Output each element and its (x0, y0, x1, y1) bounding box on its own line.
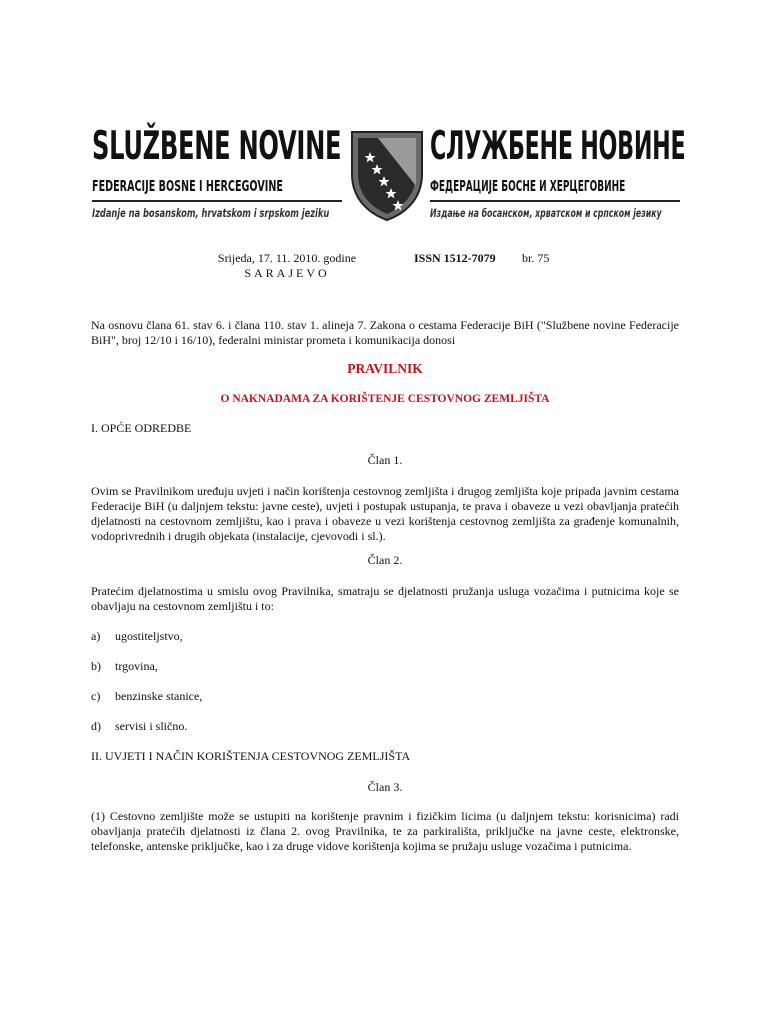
section-heading-2: II. UVJETI I NAČIN KORIŠTENJA CESTOVNOG ZEMLJIŠTA (91, 749, 411, 763)
list-marker: c) (91, 689, 101, 703)
masthead-edition-latin: Izdanje na bosanskom, hrvatskom i srpskom jeziku (92, 206, 330, 220)
list-marker: d) (91, 719, 101, 733)
federation-crest-icon (348, 128, 426, 222)
masthead-cyrillic (430, 122, 686, 220)
masthead-subtitle-cyrillic: ФЕДЕРАЦИЈЕ БОСНЕ И ХЕРЦЕГОВИНЕ (430, 177, 626, 195)
document-subtitle: O NAKNADAMA ZA KORIŠTENJE CESTOVNOG ZEMLJIŠTA (220, 393, 550, 405)
masthead-edition-cyrillic: Издање на босанском, хрватском и српском језику (430, 206, 662, 220)
list-marker: b) (91, 659, 101, 673)
masthead-title-cyrillic: СЛУЖБЕНЕ НОВИНЕ (430, 124, 686, 169)
issue-city: SARAJEVO (244, 266, 330, 280)
article-2-text: Pratećim djelatnostima u smislu ovog Pravilnika, smatraju se djelatnosti pružanja usluga vozačima i putnicima koje se obavljaju na cestovnom zemljištu i to: (91, 584, 679, 613)
list-item (91, 719, 187, 734)
article-3-heading: Član 3. (367, 780, 403, 794)
intro-paragraph: Na osnovu člana 61. stav 6. i člana 110. stav 1. alineja 7. Zakona o cestama Federacije BiH ("Službene novine Federacije BiH", broj 12/10 i 16/10), federalni ministar prometa i komunikacija donosi (91, 318, 679, 347)
masthead-title-latin: SLUŽBENE NOVINE (92, 124, 342, 169)
list-item (91, 689, 202, 704)
masthead-latin (92, 122, 342, 220)
article-3-text: (1) Cestovno zemljište može se ustupiti na korištenje pravnim i fizičkim licima (u daljnjem tekstu: korisnicima) radi obavljanja pratećih djelatnosti iz člana 2. ovog Pravilnika, te za parkirališta, priključke na javne ceste, elektronske, telefonske, antenske priključke, kao i za druge vidove korištenja kojima se pružaju usluge vozačima i putnicima. (91, 809, 679, 853)
issue-date: Srijeda, 17. 11. 2010. godine (217, 251, 357, 265)
list-text: ugostiteljstvo, (115, 629, 183, 643)
masthead-subtitle-latin: FEDERACIJE BOSNE I HERCEGOVINE (92, 177, 283, 195)
issn-number: ISSN 1512-7079 (414, 251, 496, 265)
article-2-heading: Član 2. (367, 553, 403, 567)
issue-number: br. 75 (522, 251, 550, 265)
list-marker: a) (91, 629, 101, 643)
article-1-text: Ovim se Pravilnikom uređuju uvjeti i način korištenja cestovnog zemljišta i drugog zemljišta koje pripada javnim cestama Federacije BiH (u daljnjem tekstu: javne ceste), uvjeti i postupak ustupanja, te prava i obaveze u vezi obavljanja pratećih djelatnosti na cestovnom zemljištu, kao i prava i obaveze u vezi korištenja cestovnog zemljišta za građenje komunalnih, vodoprivrednih i drugih objekata (instalacije, cjevovodi i sl.). (91, 484, 679, 543)
article-1-heading: Član 1. (367, 453, 403, 467)
section-heading-1: I. OPĆE ODREDBE (91, 421, 192, 435)
masthead-rule-latin (92, 200, 342, 202)
list-item (91, 629, 183, 644)
masthead-rule-cyrillic (430, 200, 680, 202)
masthead (92, 122, 686, 222)
list-item (91, 659, 158, 674)
list-text: servisi i slično. (115, 719, 188, 733)
list-text: trgovina, (115, 659, 158, 673)
issue-date-block (212, 251, 362, 281)
list-text: benzinske stanice, (115, 689, 203, 703)
document-title: PRAVILNIK (347, 361, 423, 376)
